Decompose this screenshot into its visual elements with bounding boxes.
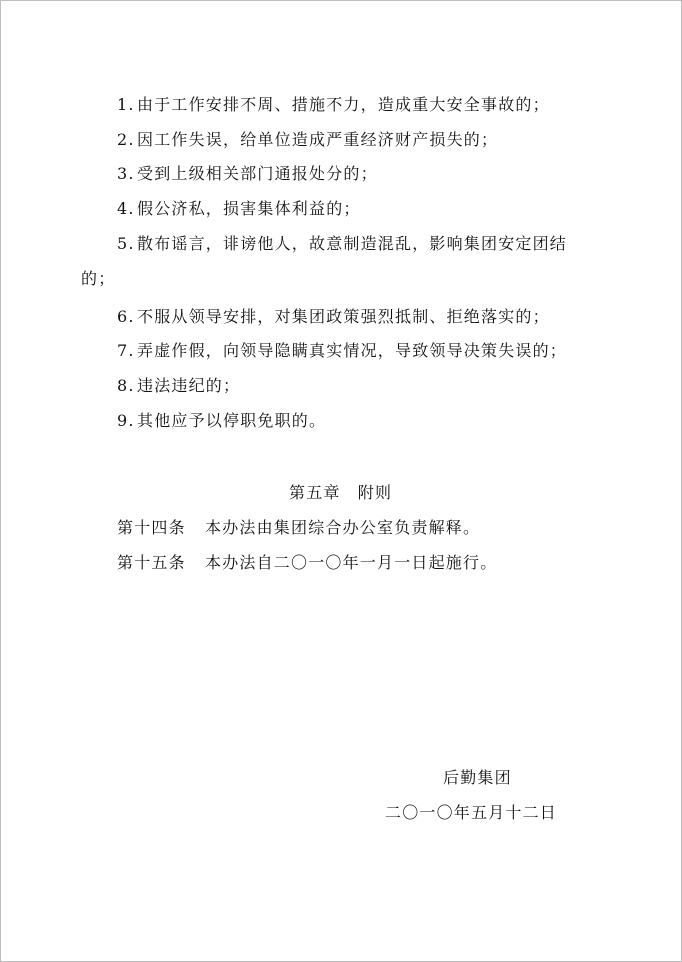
item-text: 散布谣言，诽谤他人，故意制造混乱，影响集团安定团结 bbox=[137, 234, 568, 253]
item-text: 违法违纪的； bbox=[137, 376, 241, 395]
item-text: 不服从领导安排，对集团政策强烈抵制、拒绝落实的； bbox=[137, 307, 550, 326]
list-item bbox=[117, 341, 567, 361]
item-number: 3. bbox=[117, 164, 135, 183]
list-item-continuation: 的； bbox=[81, 269, 116, 288]
item-number: 2. bbox=[117, 130, 135, 149]
list-item bbox=[117, 307, 550, 327]
item-number: 7. bbox=[117, 341, 135, 360]
article-number: 第十四条 bbox=[117, 518, 186, 537]
item-number: 5. bbox=[117, 234, 135, 253]
item-text: 由于工作安排不周、措施不力，造成重大安全事故的； bbox=[137, 95, 550, 114]
list-item bbox=[117, 234, 567, 254]
list-item bbox=[117, 95, 550, 115]
signature-organization: 后勤集团 bbox=[443, 768, 512, 787]
article-text: 本办法自二〇一〇年一月一日起施行。 bbox=[205, 553, 498, 572]
article bbox=[117, 518, 480, 538]
item-text: 因工作失误，给单位造成严重经济财产损失的； bbox=[137, 130, 499, 149]
list-item bbox=[117, 130, 498, 150]
item-text: 受到上级相关部门通报处分的； bbox=[137, 164, 378, 183]
list-item bbox=[117, 411, 326, 431]
chapter-heading: 第五章 附则 bbox=[289, 483, 393, 502]
item-text: 其他应予以停职免职的。 bbox=[137, 411, 327, 430]
list-item bbox=[117, 199, 361, 219]
item-number: 8. bbox=[117, 376, 135, 395]
item-number: 9. bbox=[117, 411, 135, 430]
list-item bbox=[117, 376, 240, 396]
article bbox=[117, 553, 497, 573]
list-item bbox=[117, 164, 378, 184]
item-number: 1. bbox=[117, 95, 135, 114]
item-text: 假公济私，损害集体利益的； bbox=[137, 199, 361, 218]
item-number: 4. bbox=[117, 199, 135, 218]
signature-date: 二〇一〇年五月十二日 bbox=[385, 803, 558, 822]
item-text: 弄虚作假，向领导隐瞒真实情况，导致领导决策失误的； bbox=[137, 341, 568, 360]
item-number: 6. bbox=[117, 307, 135, 326]
article-number: 第十五条 bbox=[117, 553, 186, 572]
article-text: 本办法由集团综合办公室负责解释。 bbox=[205, 518, 481, 537]
